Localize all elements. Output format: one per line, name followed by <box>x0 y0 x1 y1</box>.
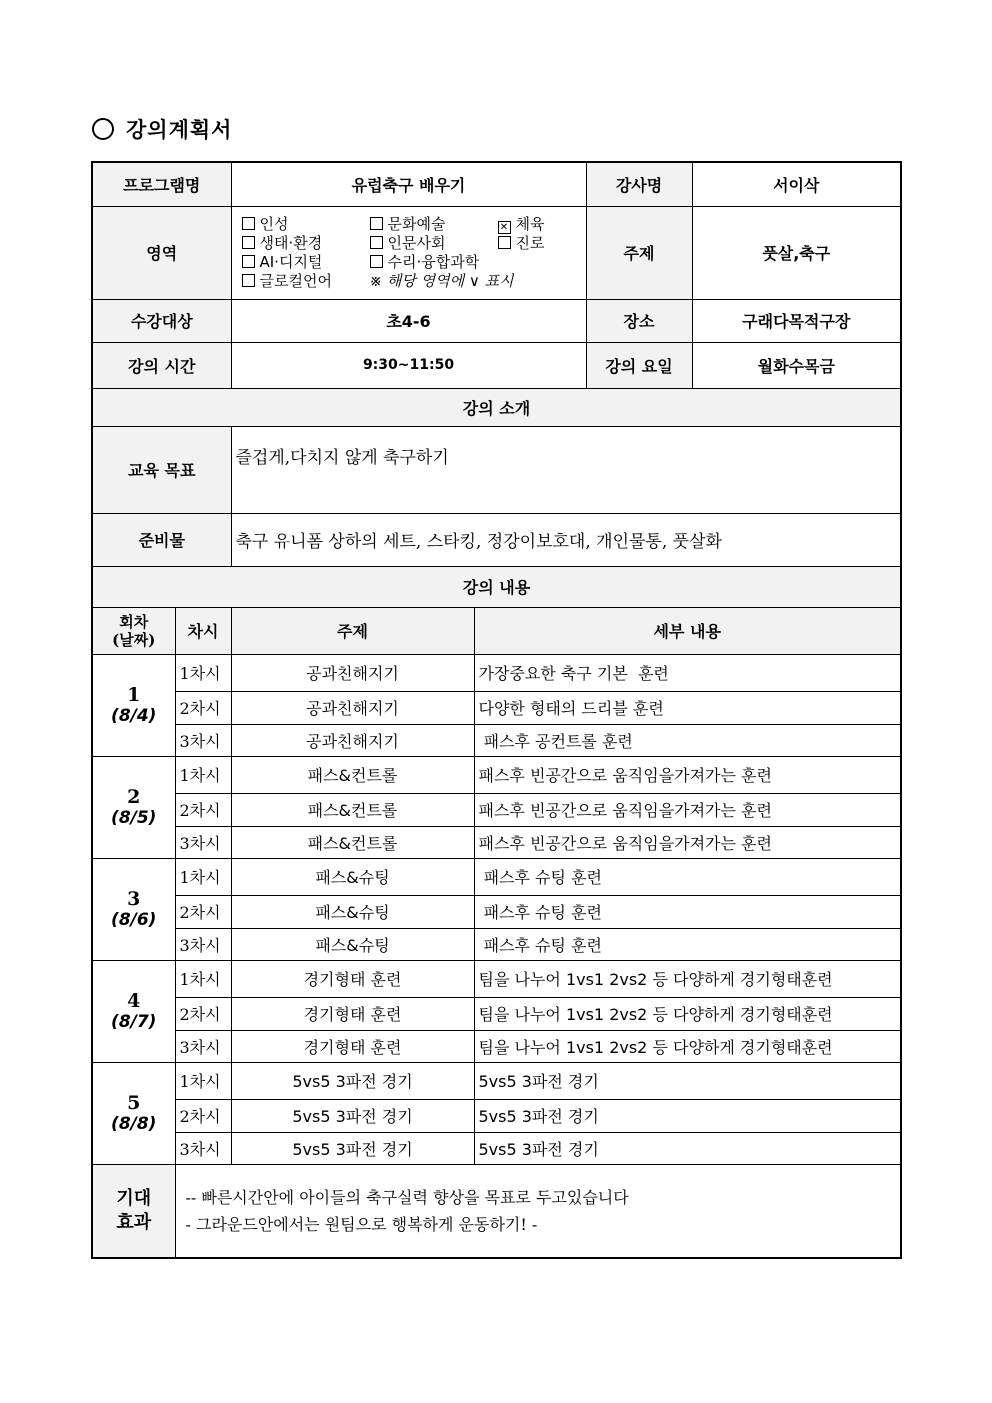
table-row <box>92 997 901 1030</box>
table-row <box>92 858 901 895</box>
area-item: ✕ 체육 <box>498 215 578 234</box>
topic-cell: 5vs5 3파전 경기 <box>231 1062 474 1099</box>
table-row <box>92 928 901 960</box>
topic-cell: 패스&슈팅 <box>231 895 474 928</box>
col-order-header: 차시 <box>175 607 231 654</box>
session-number: 2 <box>127 786 141 808</box>
materials-value: 축구 유니폼 상하의 세트, 스타킹, 정강이보호대, 개인물통, 풋살화 <box>231 513 901 566</box>
expect-line: -- 빠른시간안에 아이들의 축구실력 향상을 목표로 두고있습니다 <box>185 1187 629 1207</box>
place-value: 구래다목적구장 <box>692 299 901 342</box>
area-item: 인성 <box>242 215 370 234</box>
topic-cell: 경기형태 훈련 <box>231 997 474 1030</box>
days-value: 월화수목금 <box>692 342 901 388</box>
area-note: ※ 해당 영역에 ∨ 표시 <box>369 271 514 290</box>
session-number: 3 <box>127 888 141 910</box>
order-cell: 3차시 <box>175 826 231 858</box>
table-row <box>92 895 901 928</box>
session-number: 5 <box>127 1092 141 1114</box>
detail-cell: 5vs5 3파전 경기 <box>474 1062 901 1099</box>
target-value: 초4-6 <box>231 299 586 342</box>
table-row <box>92 1062 901 1099</box>
content-section-header: 강의 내용 <box>92 566 901 607</box>
checkbox-icon[interactable] <box>242 217 255 230</box>
order-cell: 3차시 <box>175 1030 231 1062</box>
order-cell: 2차시 <box>175 691 231 724</box>
order-cell: 1차시 <box>175 756 231 793</box>
checkbox-icon[interactable] <box>370 217 383 230</box>
order-cell: 1차시 <box>175 858 231 895</box>
table-row <box>92 793 901 826</box>
lecture-plan-table <box>91 161 902 1259</box>
expect-label: 기대 효과 <box>92 1164 175 1258</box>
topic-label: 주제 <box>586 206 692 299</box>
col-detail-header: 세부 내용 <box>474 607 901 654</box>
checkbox-icon[interactable] <box>242 274 255 287</box>
detail-cell: 패스후 슈팅 훈련 <box>474 895 901 928</box>
topic-cell: 패스&컨트롤 <box>231 826 474 858</box>
table-row <box>92 826 901 858</box>
order-cell: 2차시 <box>175 1099 231 1132</box>
table-row <box>92 756 901 793</box>
session-date: (8/7) <box>111 1012 157 1032</box>
topic-value: 풋살,축구 <box>692 206 901 299</box>
col-topic-header: 주제 <box>231 607 474 654</box>
session-number: 1 <box>127 684 141 706</box>
detail-cell: 다양한 형태의 드리블 훈련 <box>474 691 901 724</box>
topic-cell: 공과친해지기 <box>231 724 474 756</box>
session-date: (8/5) <box>111 808 157 828</box>
order-cell: 2차시 <box>175 895 231 928</box>
days-label: 강의 요일 <box>586 342 692 388</box>
table-row <box>92 960 901 997</box>
table-row <box>92 654 901 691</box>
topic-cell: 5vs5 3파전 경기 <box>231 1099 474 1132</box>
area-label: 영역 <box>92 206 231 299</box>
session-date: (8/6) <box>111 910 157 930</box>
target-label: 수강대상 <box>92 299 231 342</box>
table-row <box>92 1099 901 1132</box>
checkbox-icon[interactable] <box>242 236 255 249</box>
circle-icon <box>92 118 114 140</box>
session-number: 4 <box>127 990 141 1012</box>
detail-cell: 패스후 슈팅 훈련 <box>474 858 901 895</box>
session-date: (8/4) <box>111 706 157 726</box>
topic-cell: 패스&슈팅 <box>231 858 474 895</box>
area-item-glocal: 글로컬언어 <box>242 272 370 291</box>
checkbox-icon[interactable] <box>242 255 255 268</box>
order-cell: 1차시 <box>175 654 231 691</box>
checkbox-icon[interactable] <box>370 236 383 249</box>
session-number-cell <box>92 858 175 960</box>
table-row <box>92 691 901 724</box>
instructor-value: 서이삭 <box>692 162 901 206</box>
session-number-cell <box>92 1062 175 1164</box>
detail-cell: 패스후 빈공간으로 움직임을가져가는 훈련 <box>474 826 901 858</box>
session-number-cell <box>92 960 175 1062</box>
program-label: 프로그램명 <box>92 162 231 206</box>
materials-label: 준비물 <box>92 513 231 566</box>
topic-cell: 패스&슈팅 <box>231 928 474 960</box>
table-row <box>92 1030 901 1062</box>
area-item <box>498 253 578 272</box>
area-item: AI·디지털 <box>242 253 370 272</box>
detail-cell: 패스후 빈공간으로 움직임을가져가는 훈련 <box>474 756 901 793</box>
topic-cell: 공과친해지기 <box>231 691 474 724</box>
table-row <box>92 724 901 756</box>
place-label: 장소 <box>586 299 692 342</box>
detail-cell: 패스후 공컨트롤 훈련 <box>474 724 901 756</box>
order-cell: 3차시 <box>175 1132 231 1164</box>
intro-section-header: 강의 소개 <box>92 388 901 426</box>
area-item: 수리·융합과학 <box>370 253 498 272</box>
order-cell: 3차시 <box>175 724 231 756</box>
order-cell: 1차시 <box>175 1062 231 1099</box>
time-value: 9:30~11:50 <box>231 342 586 388</box>
order-cell: 1차시 <box>175 960 231 997</box>
area-item: 진로 <box>498 234 578 253</box>
checked-box-icon[interactable]: ✕ <box>498 221 511 234</box>
detail-cell: 가장중요한 축구 기본 훈련 <box>474 654 901 691</box>
program-value: 유럽축구 배우기 <box>231 162 586 206</box>
area-checkboxes <box>231 206 586 299</box>
checkbox-icon[interactable] <box>370 255 383 268</box>
area-grid <box>236 215 582 272</box>
session-number-cell <box>92 654 175 756</box>
detail-cell: 팀을 나누어 1vs1 2vs2 등 다양하게 경기형태훈련 <box>474 1030 901 1062</box>
topic-cell: 경기형태 훈련 <box>231 960 474 997</box>
table-row <box>92 1132 901 1164</box>
detail-cell: 패스후 슈팅 훈련 <box>474 928 901 960</box>
topic-cell: 패스&컨트롤 <box>231 756 474 793</box>
detail-cell: 패스후 빈공간으로 움직임을가져가는 훈련 <box>474 793 901 826</box>
topic-cell: 경기형태 훈련 <box>231 1030 474 1062</box>
area-item: 문화예술 <box>370 215 498 234</box>
detail-cell: 팀을 나누어 1vs1 2vs2 등 다양하게 경기형태훈련 <box>474 960 901 997</box>
topic-cell: 5vs5 3파전 경기 <box>231 1132 474 1164</box>
order-cell: 2차시 <box>175 997 231 1030</box>
detail-cell: 5vs5 3파전 경기 <box>474 1132 901 1164</box>
expect-value <box>175 1164 901 1258</box>
page-title: 강의계획서 <box>92 114 232 144</box>
session-date: (8/8) <box>111 1114 157 1134</box>
checkbox-icon[interactable] <box>498 236 511 249</box>
session-number-cell <box>92 756 175 858</box>
session-rows <box>92 654 901 1164</box>
goal-value: 즐겁게,다치지 않게 축구하기 <box>231 426 901 513</box>
topic-cell: 공과친해지기 <box>231 654 474 691</box>
topic-cell: 패스&컨트롤 <box>231 793 474 826</box>
area-item: 인문사회 <box>370 234 498 253</box>
detail-cell: 팀을 나누어 1vs1 2vs2 등 다양하게 경기형태훈련 <box>474 997 901 1030</box>
col-session-header: 회차 (날짜) <box>92 607 175 654</box>
goal-label: 교육 목표 <box>92 426 231 513</box>
time-label: 강의 시간 <box>92 342 231 388</box>
order-cell: 2차시 <box>175 793 231 826</box>
expect-line: - 그라운드안에서는 원팀으로 행복하게 운동하기! - <box>185 1214 538 1234</box>
detail-cell: 5vs5 3파전 경기 <box>474 1099 901 1132</box>
instructor-label: 강사명 <box>586 162 692 206</box>
order-cell: 3차시 <box>175 928 231 960</box>
area-item: 생태·환경 <box>242 234 370 253</box>
